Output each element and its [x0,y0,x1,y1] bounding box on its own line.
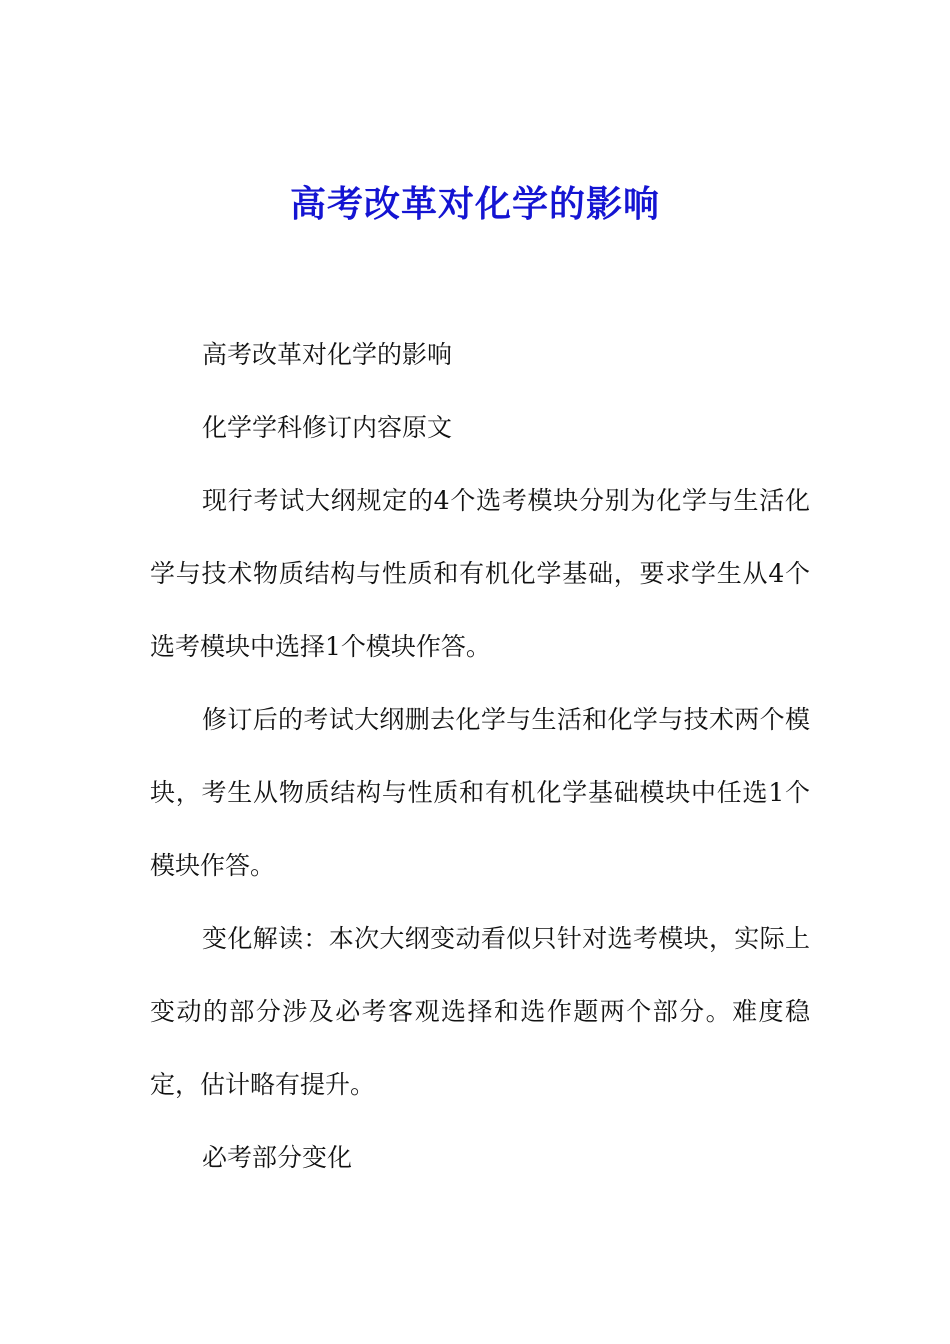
paragraph-subtitle: 高考改革对化学的影响 [202,340,453,369]
paragraph-change-analysis: 变化解读：本次大纲变动看似只针对选考模块，实际上变动的部分涉及必考客观选择和选作题两个部分。难度稳定，估计略有提升。 [150,924,810,1099]
document-title: 高考改革对化学的影响 [289,183,660,225]
paragraph-required-part-heading: 必考部分变化 [202,1143,353,1172]
paragraph-revised-syllabus: 修订后的考试大纲删去化学与生活和化学与技术两个模块，考生从物质结构与性质和有机化学基础模块中任选1个模块作答。 [150,705,810,880]
document-body [150,318,810,1194]
paragraph-section-heading: 化学学科修订内容原文 [202,413,453,442]
paragraph-current-syllabus: 现行考试大纲规定的4个选考模块分别为化学与生活化学与技术物质结构与性质和有机化学基础，要求学生从4个选考模块中选择1个模块作答。 [150,486,810,661]
